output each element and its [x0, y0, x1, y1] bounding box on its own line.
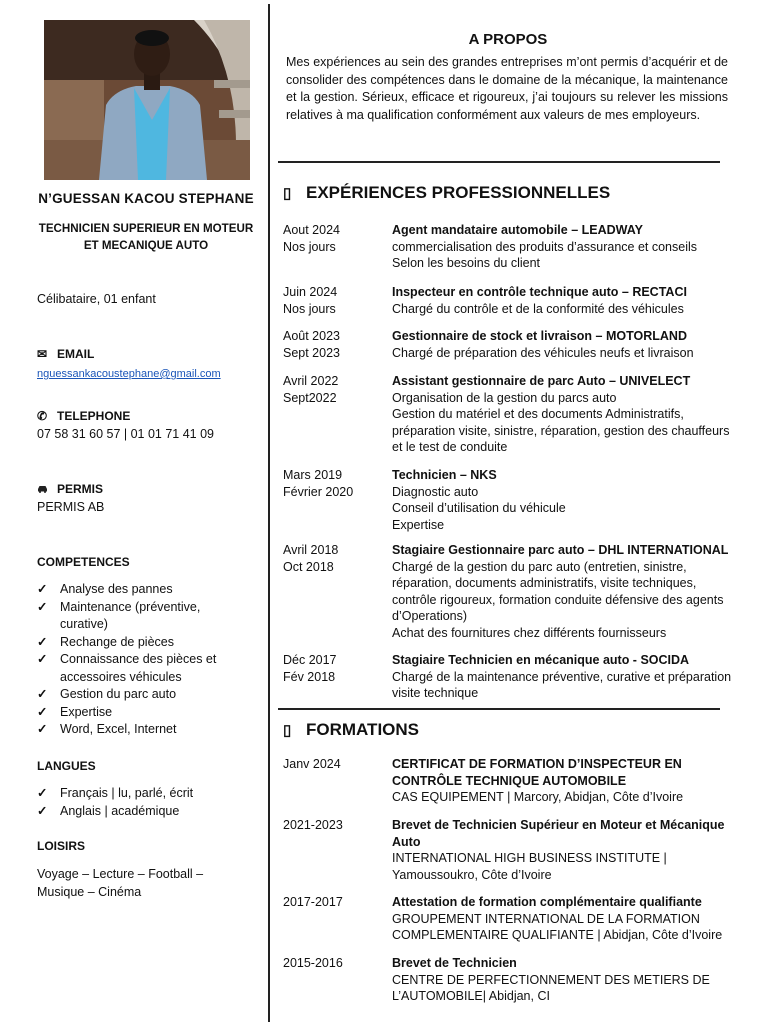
permit-value: PERMIS AB	[37, 500, 105, 514]
list-item: ✓ Expertise	[37, 704, 237, 722]
entry-line: Organisation de la gestion du parcs auto	[392, 390, 617, 405]
entry-content	[392, 756, 742, 806]
list-item: ✓ Analyse des pannes	[37, 581, 237, 599]
entry-title: Agent mandataire automobile – LEADWAY	[392, 223, 643, 237]
entry-dates: 2021-2023	[283, 818, 343, 832]
entry-content	[392, 894, 742, 944]
about-heading: A PROPOS	[468, 31, 548, 48]
list-item: ✓ Connaissance des pièces et accessoires véhicules	[37, 651, 237, 686]
phone-icon: ✆	[37, 409, 48, 423]
entry-dates: Janv 2024	[283, 757, 341, 771]
candidate-name: N’GUESSAN KACOU STEPHANE	[38, 191, 254, 206]
envelope-icon: ✉	[37, 347, 48, 361]
entry-title: Gestionnaire de stock et livraison – MOTORLAND	[392, 329, 687, 343]
entry-line: Selon les besoins du client	[392, 256, 541, 270]
entry-content	[392, 328, 742, 361]
list-item: ✓ Maintenance (préventive, curative)	[37, 599, 237, 634]
entry-line: Conseil d’utilisation du véhicule	[392, 501, 566, 515]
entry-content	[392, 652, 742, 702]
list-item: ✓ Français | lu, parlé, écrit	[37, 785, 237, 803]
phone-number: 07 58 31 60 57 | 01 01 71 41 09	[37, 427, 215, 441]
entry-title: Brevet de Technicien Supérieur en Moteur et Mécanique Auto	[392, 818, 725, 849]
entry-detail: GROUPEMENT INTERNATIONAL DE LA FORMATION COMPLEMENTAIRE QUALIFIANTE | Abidjan, Côte d’Ivoire	[392, 911, 723, 942]
entry-line: Diagnostic auto	[392, 484, 479, 499]
entry-content	[392, 373, 742, 456]
entry-dates: Aout 2024 Nos jours	[283, 223, 340, 254]
entry-content	[392, 955, 742, 1005]
entry-dates: Juin 2024 Nos jours	[283, 285, 338, 316]
entry-line: Chargé de la gestion du parc auto (entretien, sinistre, réparation, documents administratifs, visite techniques, contrôle rigoureux, formation conduite défensive des agents d’Operations)	[392, 559, 724, 623]
entry-dates: 2017-2017	[283, 895, 343, 909]
entry-title: Stagiaire Gestionnaire parc auto – DHL INTERNATIONAL	[392, 543, 729, 557]
entry-title: CERTIFICAT DE FORMATION D’INSPECTEUR EN CONTRÔLE TECHNIQUE AUTOMOBILE	[392, 757, 682, 788]
entry-detail: CAS EQUIPEMENT | Marcory, Abidjan, Côte d’Ivoire	[392, 790, 684, 804]
sidebar	[0, 0, 268, 1024]
skills-heading: COMPETENCES	[37, 555, 130, 569]
marital-status: Célibataire, 01 enfant	[37, 292, 156, 306]
profile-photo	[44, 20, 250, 180]
list-item: ✓ Anglais | académique	[37, 803, 237, 821]
email-link[interactable]: nguessankacoustephane@gmail.com	[37, 368, 221, 380]
entry-detail: CENTRE DE PERFECTIONNEMENT DES METIERS DE L’AUTOMOBILE| Abidjan, CI	[392, 972, 710, 1003]
entry-content	[392, 222, 742, 272]
entry-line: Gestion du matériel et des documents Administratifs, préparation visite, sinistre, réparation, gestion des chauffeurs et le test de conduite	[392, 407, 730, 454]
skills-list	[37, 581, 237, 739]
entry-dates: 2015-2016	[283, 956, 343, 970]
entry-content	[392, 542, 742, 641]
entry-title: Brevet de Technicien	[392, 956, 517, 970]
entry-content	[392, 284, 742, 317]
entry-title: Stagiaire Technicien en mécanique auto - SOCIDA	[392, 653, 690, 667]
graduation-icon: ▯	[283, 722, 292, 739]
languages-list	[37, 785, 237, 820]
entry-dates: Déc 2017 Fév 2018	[283, 653, 337, 684]
about-text: Mes expériences au sein des grandes entreprises m’ont permis d’acquérir et de consolider des compétences dans le domaine de la mécanique, la maintenance et la gestion. Sérieux, efficace et rigoureux, j’ai toujours su relever les missions relatives à ma qualification conformément aux valeurs de mes employeurs.	[286, 55, 728, 122]
entry-title: Assistant gestionnaire de parc Auto – UNIVELECT	[392, 374, 691, 388]
hobbies-text: Voyage – Lecture – Football – Musique – Cinéma	[37, 867, 204, 899]
entry-dates: Avril 2018 Oct 2018	[283, 543, 339, 574]
entry-line: Chargé de la maintenance préventive, curative et préparation visite technique	[392, 669, 732, 700]
languages-heading: LANGUES	[37, 759, 96, 773]
candidate-title: TECHNICIEN SUPERIEUR EN MOTEUR ET MECANIQUE AUTO	[38, 222, 254, 252]
divider	[278, 708, 720, 710]
column-divider	[268, 4, 270, 1022]
email-heading: ✉ EMAIL	[37, 347, 95, 361]
briefcase-icon: ▯	[283, 185, 292, 202]
entry-dates: Mars 2019 Février 2020	[283, 468, 354, 499]
entry-line: Achat des fournitures chez différents fournisseurs	[392, 625, 667, 640]
entry-content	[392, 467, 742, 533]
entry-detail: INTERNATIONAL HIGH BUSINESS INSTITUTE | Yamoussoukro, Côte d’Ivoire	[392, 851, 667, 882]
entry-title: Attestation de formation complémentaire qualifiante	[392, 895, 702, 909]
entry-line: Chargé de préparation des véhicules neufs et livraison	[392, 345, 694, 360]
entry-line: commercialisation des produits d’assurance et conseils	[392, 239, 698, 254]
experience-heading: ▯ EXPÉRIENCES PROFESSIONNELLES	[283, 183, 611, 202]
entry-title: Inspecteur en contrôle technique auto – RECTACI	[392, 285, 687, 299]
hobbies-heading: LOISIRS	[37, 839, 86, 853]
list-item: ✓ Word, Excel, Internet	[37, 721, 237, 739]
entry-dates: Avril 2022 Sept2022	[283, 374, 339, 405]
entry-line: Expertise	[392, 517, 445, 532]
list-item: ✓ Rechange de pièces	[37, 634, 237, 652]
permit-heading: PERMIS	[37, 482, 103, 496]
list-item: ✓ Gestion du parc auto	[37, 686, 237, 704]
entry-dates: Août 2023 Sept 2023	[283, 329, 340, 360]
phone-heading: ✆ TELEPHONE	[37, 409, 131, 423]
education-heading: ▯ FORMATIONS	[283, 720, 420, 739]
entry-title: Technicien – NKS	[392, 468, 497, 482]
entry-content	[392, 817, 742, 883]
entry-line: Chargé du contrôle et de la conformité des véhicules	[392, 301, 684, 316]
divider	[278, 161, 720, 163]
car-icon	[37, 482, 57, 496]
